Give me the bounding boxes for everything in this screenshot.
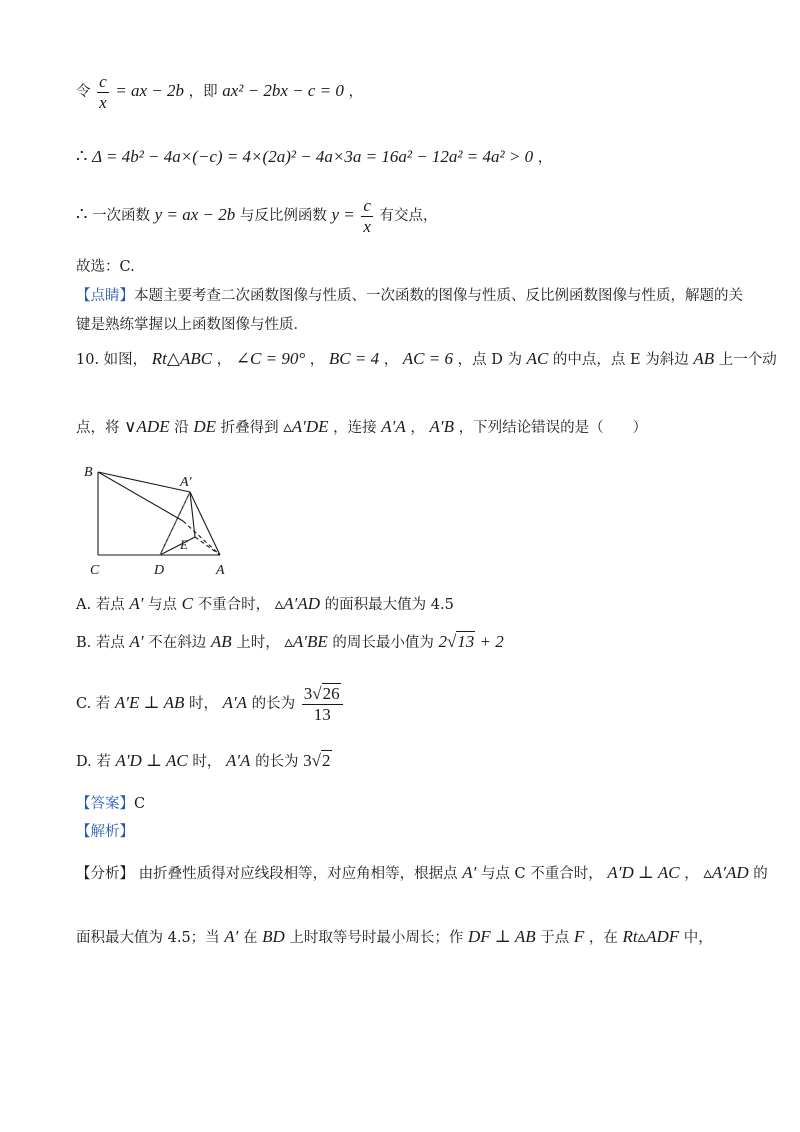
label-b: B bbox=[84, 465, 93, 480]
math: ∨ADE bbox=[124, 417, 170, 436]
fraction-3sqrt26-over-13: $\frac{3√26}{13}$ bbox=[302, 684, 343, 724]
text: 与点 C 不重合时， bbox=[480, 866, 603, 882]
math: DE bbox=[193, 417, 216, 436]
math: DF ⊥ AB bbox=[468, 927, 536, 946]
answer-value: C bbox=[134, 796, 146, 812]
option-label: B. bbox=[76, 635, 92, 651]
segment-ea-dashed bbox=[183, 521, 220, 555]
text: 的长为 bbox=[255, 754, 299, 770]
text: ， bbox=[309, 352, 325, 368]
text: 上时， bbox=[236, 635, 280, 651]
text: ，点 D 为 bbox=[457, 352, 522, 368]
option-d bbox=[76, 752, 332, 770]
text: ，连接 bbox=[333, 420, 377, 436]
text: 与点 bbox=[148, 597, 178, 613]
text: 点，将 bbox=[76, 420, 120, 436]
text: 10. 如图， bbox=[76, 352, 148, 368]
question-10-line-2 bbox=[76, 418, 647, 436]
comment-line-2: 键是熟练掌握以上函数图像与性质． bbox=[76, 317, 308, 333]
geometry-figure bbox=[80, 462, 240, 584]
equation: y = bbox=[331, 205, 355, 225]
math: BD bbox=[262, 927, 285, 946]
option-c bbox=[76, 684, 345, 724]
text: ， bbox=[684, 866, 699, 882]
equation: y = ax − 2b bbox=[154, 205, 236, 225]
text: 的 bbox=[753, 866, 768, 882]
math: Rt▵ADF bbox=[622, 927, 680, 946]
math: AC = 6 bbox=[402, 349, 453, 368]
text: 的长为 bbox=[251, 696, 296, 713]
math: A′A bbox=[225, 751, 251, 770]
text: 若 bbox=[96, 754, 111, 770]
segment-a1a bbox=[190, 492, 220, 555]
text: 折叠得到 bbox=[220, 420, 279, 436]
math: F bbox=[573, 927, 585, 946]
text: 若点 bbox=[95, 597, 125, 613]
text: ， bbox=[410, 420, 425, 436]
segment-de bbox=[160, 537, 195, 555]
text: 的面积最大值为 4.5 bbox=[324, 597, 454, 613]
text: 的中点，点 E 为斜边 bbox=[552, 352, 689, 368]
solution-line-1 bbox=[76, 72, 363, 112]
text: 在 bbox=[243, 930, 258, 946]
text: 时， bbox=[192, 754, 222, 770]
text: 本题主要考查二次函数图像与性质、一次函数的图像与性质、反比例函数图像与性质，解题的关 bbox=[134, 288, 743, 304]
math: A′ bbox=[129, 594, 144, 613]
math: 2√13 + 2 bbox=[438, 632, 504, 651]
option-a bbox=[76, 595, 454, 613]
math: C bbox=[181, 594, 193, 613]
therefore-symbol: ∴ bbox=[76, 204, 88, 226]
text: 上一个动 bbox=[718, 352, 777, 368]
fraction-c-over-x: $\frac{c}{x}$ bbox=[99, 72, 107, 112]
solution-line-2 bbox=[76, 148, 552, 166]
math: BC = 4 bbox=[328, 349, 380, 368]
analysis-header: 【解析】 bbox=[76, 824, 134, 840]
comment-tag: 【点睛】 bbox=[76, 288, 134, 304]
math: AB bbox=[693, 349, 715, 368]
fraction-c-over-x: $\frac{c}{x}$ bbox=[363, 196, 371, 236]
text: 时， bbox=[188, 696, 218, 713]
text: ，在 bbox=[588, 930, 618, 946]
equation: Δ = 4b² − 4a×(−c) = 4×(2a)² − 4a×3a = 16a² − 12a² = 4a² > 0 bbox=[92, 147, 534, 166]
equation: ax² − 2bx − c = 0 bbox=[222, 81, 344, 101]
text: 一次函数 bbox=[92, 208, 151, 225]
text: 有交点， bbox=[379, 208, 438, 225]
text: 不重合时， bbox=[197, 597, 271, 613]
choice-line: 故选：C. bbox=[76, 259, 135, 275]
math: ▵A′AD bbox=[274, 594, 321, 613]
segment-ba1 bbox=[98, 472, 190, 492]
text: 沿 bbox=[174, 420, 189, 436]
math: A′A bbox=[222, 693, 248, 713]
label-c: C bbox=[90, 563, 100, 578]
math: ▵A′BE bbox=[284, 632, 328, 651]
text: 上时取等号时最小周长；作 bbox=[289, 930, 464, 946]
label-a-prime: A′ bbox=[180, 475, 192, 490]
math: AC bbox=[526, 349, 549, 368]
text: ，即 bbox=[188, 84, 218, 101]
option-label: A. bbox=[76, 597, 92, 613]
text: 与反比例函数 bbox=[239, 208, 327, 225]
math: A′D ⊥ AC bbox=[607, 863, 680, 882]
option-label: C. bbox=[76, 696, 92, 713]
math: A′D ⊥ AC bbox=[115, 751, 188, 770]
math: A′E ⊥ AB bbox=[114, 693, 185, 713]
math: A′A bbox=[381, 417, 406, 436]
analysis-tag: 【分析】 bbox=[76, 866, 134, 882]
question-10-line-1 bbox=[76, 350, 777, 368]
analysis-line-1 bbox=[76, 864, 768, 882]
math: A′B bbox=[429, 417, 454, 436]
solution-line-3 bbox=[76, 196, 437, 236]
text: 令 bbox=[76, 84, 91, 101]
label-d: D bbox=[154, 563, 165, 578]
text: 于点 bbox=[540, 930, 570, 946]
math: ∠C = 90° bbox=[235, 349, 306, 368]
text: 由折叠性质得对应线段相等，对应角相等，根据点 bbox=[138, 866, 458, 882]
math: AB bbox=[210, 632, 232, 651]
answer-line bbox=[76, 797, 145, 812]
option-b bbox=[76, 633, 504, 651]
text: ， bbox=[348, 84, 363, 101]
math: ▵A′AD bbox=[703, 863, 749, 882]
equation: = ax − 2b bbox=[115, 81, 185, 101]
label-e: E bbox=[180, 537, 188, 552]
segment-a1e bbox=[190, 492, 195, 537]
math: A′ bbox=[224, 927, 239, 946]
segment-be-solid bbox=[98, 472, 183, 521]
text: ， bbox=[383, 352, 399, 368]
comment-line-1 bbox=[76, 289, 743, 304]
math: 3√2 bbox=[303, 751, 331, 770]
math: A′ bbox=[462, 863, 477, 882]
answer-tag: 【答案】 bbox=[76, 796, 134, 812]
therefore-symbol: ∴ bbox=[76, 146, 88, 167]
math: A′ bbox=[129, 632, 144, 651]
text: ， bbox=[537, 150, 553, 166]
text: 的周长最小值为 bbox=[332, 635, 434, 651]
math: Rt△ABC bbox=[151, 349, 213, 368]
text: ，下列结论错误的是（ ） bbox=[458, 420, 648, 436]
text: 不在斜边 bbox=[148, 635, 207, 651]
text: 中， bbox=[683, 930, 713, 946]
label-a: A bbox=[216, 563, 225, 578]
text: 若点 bbox=[95, 635, 125, 651]
text: 若 bbox=[95, 696, 111, 713]
math: ▵A′DE bbox=[283, 417, 329, 436]
analysis-line-2 bbox=[76, 928, 713, 946]
text: 面积最大值为 4.5；当 bbox=[76, 930, 220, 946]
option-label: D. bbox=[76, 754, 92, 770]
text: ， bbox=[216, 352, 232, 368]
